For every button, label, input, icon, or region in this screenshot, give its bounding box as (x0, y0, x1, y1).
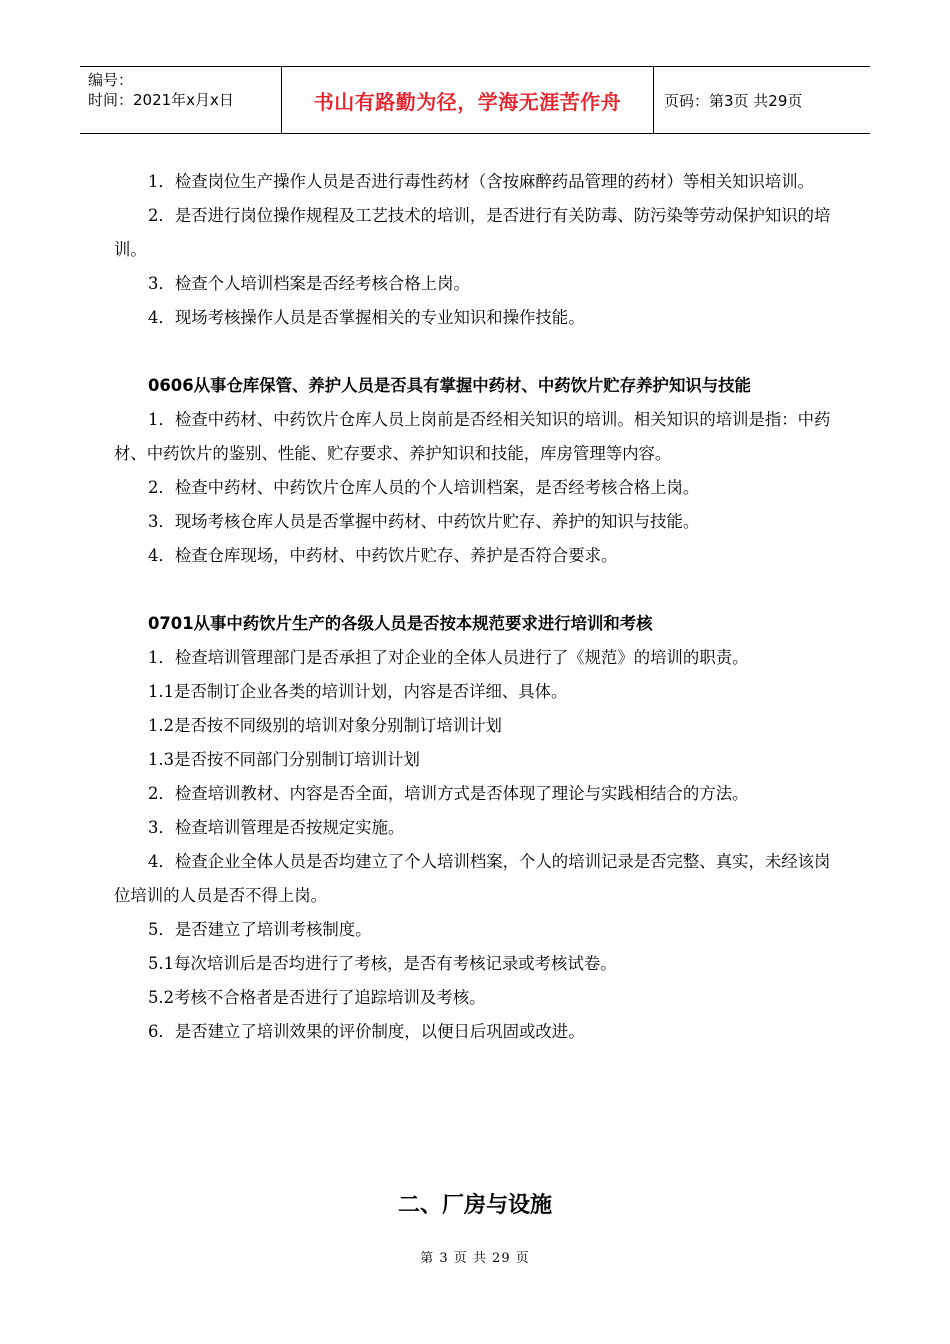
section-heading-0701: 0701从事中药饮片生产的各级人员是否按本规范要求进行培训和考核 (148, 614, 653, 633)
page-header (80, 66, 870, 134)
paragraph: 1.3是否按不同部门分别制订培训计划 (148, 750, 420, 769)
header-motto: 书山有路勤为径，学海无涯苦作舟 (282, 67, 654, 133)
paragraph: 5．是否建立了培训考核制度。 (148, 920, 372, 939)
number-label: 编号： (88, 71, 134, 89)
paragraph: 1．检查培训管理部门是否承担了对企业的全体人员进行了《规范》的培训的职责。 (148, 648, 749, 667)
paragraph: 3．检查个人培训档案是否经考核合格上岗。 (148, 274, 470, 293)
paragraph: 2．检查中药材、中药饮片仓库人员的个人培训档案，是否经考核合格上岗。 (148, 478, 700, 497)
paragraph: 2．检查培训教材、内容是否全面，培训方式是否体现了理论与实践相结合的方法。 (148, 784, 749, 803)
paragraph: 1.2是否按不同级别的培训对象分别制订培训计划 (148, 716, 502, 735)
paragraph: 2．是否进行岗位操作规程及工艺技术的培训，是否进行有关防毒、防污染等劳动保护知识的培训。 (114, 206, 831, 259)
section-heading-0606: 0606从事仓库保管、养护人员是否具有掌握中药材、中药饮片贮存养护知识与技能 (148, 376, 751, 395)
paragraph: 1.1是否制订企业各类的培训计划，内容是否详细、具体。 (148, 682, 568, 701)
document-body (114, 165, 844, 1049)
paragraph: 1．检查岗位生产操作人员是否进行毒性药材（含按麻醉药品管理的药材）等相关知识培训。 (148, 172, 815, 191)
paragraph: 3．现场考核仓库人员是否掌握中药材、中药饮片贮存、养护的知识与技能。 (148, 512, 700, 531)
time-label: 时间：2021年x月x日 (88, 91, 234, 109)
header-page-info: 页码：第3页 共29页 (664, 91, 803, 110)
paragraph: 6．是否建立了培训效果的评价制度，以便日后巩固或改进。 (148, 1022, 585, 1041)
paragraph: 5.2考核不合格者是否进行了追踪培训及考核。 (148, 988, 486, 1007)
paragraph: 5.1每次培训后是否均进行了考核，是否有考核记录或考核试卷。 (148, 954, 617, 973)
paragraph: 3．检查培训管理是否按规定实施。 (148, 818, 405, 837)
page-footer: 第 3 页 共 29 页 (420, 1251, 530, 1266)
paragraph: 4．检查企业全体人员是否均建立了个人培训档案，个人的培训记录是否完整、真实，未经该岗位培训的人员是否不得上岗。 (114, 852, 831, 905)
paragraph: 1．检查中药材、中药饮片仓库人员上岗前是否经相关知识的培训。相关知识的培训是指：中药材、中药饮片的鉴别、性能、贮存要求、养护知识和技能，库房管理等内容。 (114, 410, 831, 463)
paragraph: 4．检查仓库现场，中药材、中药饮片贮存、养护是否符合要求。 (148, 546, 618, 565)
section-title: 二、厂房与设施 (397, 1193, 552, 1218)
header-meta (80, 67, 282, 133)
paragraph: 4．现场考核操作人员是否掌握相关的专业知识和操作技能。 (148, 308, 585, 327)
